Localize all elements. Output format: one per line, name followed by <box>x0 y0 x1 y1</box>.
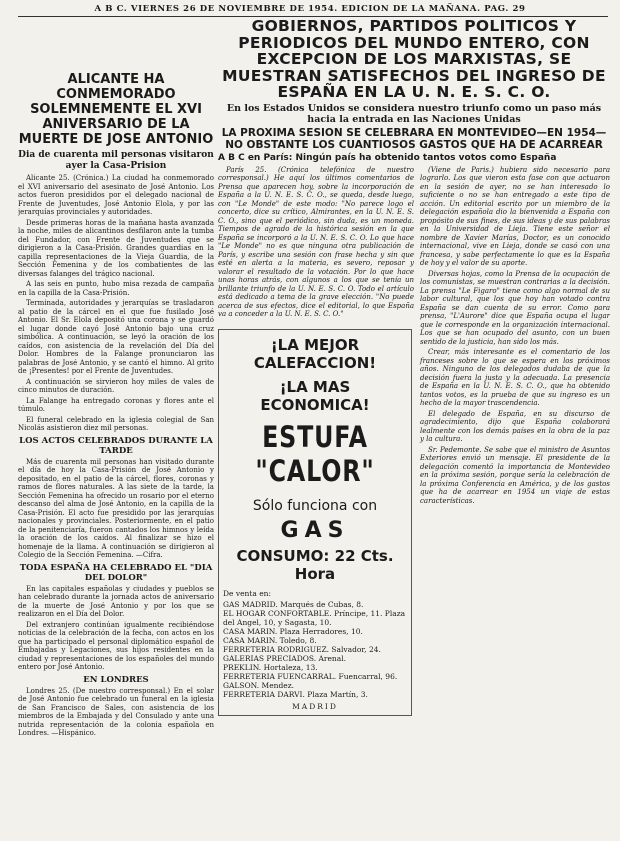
ad-line-2: ¡LA MAS ECONOMICA! <box>260 377 370 414</box>
article-paragraph: Diversas hojas, como la Prensa de la ocupación de los comunistas, se muestran contrarias a la decisión. La prensa "Le Figaro" tiene como algo normal de su labor cultural, que los que hoy han votado contra España se dan cuenta de su error. Como para prensa, "L'Aurore" dice que España ocupa el lugar que le corresponde en la organización internacional. Los que se han ocupado del asunto, con un buen sentido de la justicia, han sido los más. <box>420 269 610 346</box>
ad-consumo: CONSUMO: 22 Cts. Hora <box>236 546 394 583</box>
ad-venta: De venta en: <box>223 588 272 598</box>
article-paragraph: Crear, más interesante es el comentario de los franceses sobre lo que se espera en los próximos años. Ninguno de los delegados dudaba de que la decisión fuera la justa y la adecuada. La presencia de España en la U. N. E. S. C. O., que ha obtenido tantos votos, es la prueba de que su ingreso es un hecho de la mayor trascendencia. <box>420 348 610 407</box>
alicante-subheadline: Dia de cuarenta mil personas visitaron ayer la Casa-Prision <box>18 150 214 171</box>
left-paragraph: Del extranjero continúan igualmente recibiéndose noticias de la celebración de la fecha, con actos en los que ha participado el personal diplomático español de Embajadas y Legaciones, sus hijos residentes en la ciudad y representaciones de los españoles del mundo entero por José Antonio. <box>18 620 214 671</box>
left-column <box>18 72 214 832</box>
espana-heading: TODA ESPAÑA HA CELEBRADO EL "DIA DEL DOLOR" <box>19 562 213 583</box>
article-paragraph: El delegado de España, en su discurso de agradecimiento, dijo que España colaborará lealmente con los demás países en la obra de la paz y la cultura. <box>420 409 610 443</box>
left-paragraph: Alicante 25. (Crónica.) La ciudad ha conmemorado el XVI aniversario del asesinato de José Antonio. Los actos fueron presididos por el delegado nacional de Frente de Juventudes, José Antonio Elola, y por las jerarquías provinciales y autoridades. <box>18 174 214 216</box>
left-paragraph: A continuación se sirvieron hoy miles de vales de cinco minutos de duración. <box>18 377 214 394</box>
ad-city: MADRID <box>292 701 338 711</box>
left-paragraph: La Falange ha entregado coronas y flores ante el túmulo. <box>18 396 214 413</box>
article-column-1 <box>218 166 414 716</box>
article-paragraph: París 25. (Crónica telefónica de nuestro corresponsal.) He aquí los últimos comentarios de Prensa que aparecen hoy, sobre la incorporación de España a la U. N. E. S. C. O., se queda, desde luego, con "Le Monde" de este modo: "No parece logo el concerto, dice su crítico, Almirantes, en la U. N. E. S. C. O., sino que el periódico, sin duda, es un moneda. Tiempos de agrado de la histórica sesión en la que España se incorporó a la U. N. E. S. C. O. Lo que hace "Le Monde" no es que ninguna otra publicación de París, y escribe una sesión con frase hecha y sin que esté en alerta a la materia, es severo, reposar y valorar el resultado de la votación. Por lo que hace unas horas atrás, con algunos a los que se tenía un brillante triunfo de la U. N. E. S. C. O. Todo el artículo está dedicado a tema de la grave elección. "No puede acerca de sus efectos, dice el editorial, lo que España va a conceder a la U. N. E. S. C. O." <box>218 165 414 318</box>
unesco-deck-1: En los Estados Unidos se considera nuestro triunfo como un paso más hacia la entrada en las Naciones Unidas <box>226 102 602 125</box>
ad-shop: FERRETERIA RODRIGUEZ. Salvador, 24. <box>223 644 381 654</box>
page-header: A B C. VIERNES 26 DE NOVIEMBRE DE 1954. EDICION DE LA MAÑANA. PAG. 29 <box>94 4 526 14</box>
ad-shop: EL HOGAR CONFORTABLE. Príncipe, 11. Plaza del Angel, 10, y Sagasta, 10. <box>223 608 406 627</box>
estufa-advertisement <box>218 329 412 716</box>
ad-brand: ESTUFA "CALOR" <box>255 419 375 488</box>
ad-solo: Sólo funciona con <box>252 497 378 514</box>
ad-shop: GALERIAS PRECIADOS. Arenal. <box>223 653 347 663</box>
left-paragraph: Desde primeras horas de la mañana hasta avanzada la noche, miles de alicantinos desfilaron ante la tumba del Fundador, con Frente de Juventudes que se dirigieron a la Casa-Prisión. Grandes guardias en la capilla representaciones de la Vieja Guardia, de la Sección Femenina y de los combatientes de las diversas falanges del trágico nacional. <box>18 218 214 278</box>
alicante-headline: ALICANTE HA CONMEMORADO SOLEMNEMENTE EL XVI ANIVERSARIO DE LA MUERTE DE JOSE ANTONIO <box>18 72 214 147</box>
left-paragraph: Terminada, autoridades y jerarquías se trasladaron al patio de la cárcel en el que fue fusilado José Antonio. El Sr. Elola depositó una corona y se guardó el lugar donde cayó José Antonio bajo una cruz simbólica. A continuación, se leyó la oración de los caídos, con asistencia de la revelación del Día del Dolor. Hombres de la Falange pronunciaron las palabras de José Antonio, y se cantó el himno. Al grito de ¡Presentes! por el Frente de Juventudes. <box>18 299 214 375</box>
ad-shop: FERRETERIA FUENCARRAL. Fuencarral, 96. <box>223 671 398 681</box>
abc-paris-lead: A B C en París: Ningún país ha obtenido tantos votos como España <box>218 152 557 163</box>
left-paragraph: En las capitales españolas y ciudades y pueblos se han celebrado durante la jornada actos de aniversario de la muerte de José Antonio y por los que se realizaron en el Día del Dolor. <box>18 584 214 618</box>
ad-shop: GALSON. Mendez. <box>223 680 295 690</box>
londres-heading: EN LONDRES <box>83 674 149 685</box>
ad-gas: GAS <box>280 517 350 543</box>
unesco-headline: GOBIERNOS, PARTIDOS POLITICOS Y PERIODICOS DEL MUNDO ENTERO, CON EXCEPCION DE LOS MARXISTAS, SE MUESTRAN SATISFECHOS DEL INGRESO DE ESPAÑA EN LA U. N. E. S. C. O. <box>222 18 606 101</box>
ad-shop: PREKLIN. Hortaleza, 13. <box>223 662 318 672</box>
ad-shop: CASA MARIN. Plaza Herradores, 10. <box>223 626 363 636</box>
actos-heading: LOS ACTOS CELEBRADOS DURANTE LA TARDE <box>19 435 213 456</box>
left-paragraph: A las seis en punto, hubo misa rezada de campaña en la capilla de la Casa-Prisión. <box>18 280 214 297</box>
ad-shop: FERRETERIA DARVI. Plaza Martín, 3. <box>223 689 368 699</box>
right-area <box>218 18 610 833</box>
left-paragraph: Londres 25. (De nuestro corresponsal.) En el solar de José Antonio fue celebrado un funeral en la iglesia de San Francisco de Sales, con asistencia de los miembros de la Embajada y del Consulado y ante una nutrida representación de la colonia española en Londres. —Hispánico. <box>18 686 214 737</box>
unesco-deck-2: LA PROXIMA SESION SE CELEBRARA EN MONTEVIDEO—EN 1954—NO OBSTANTE LOS CUANTIOSOS GASTOS QUE HA DE ACARREAR <box>221 126 607 151</box>
ad-shop: CASA MARIN. Toledo, 8. <box>223 635 317 645</box>
header-rule <box>18 16 608 17</box>
left-paragraph: El funeral celebrado en la iglesia colegial de San Nicolás asistieron diez mil personas. <box>18 415 214 432</box>
article-column-2 <box>420 166 610 716</box>
article-paragraph: (Viene de Paris.) hubiera sido necesario para lograrlo. Los que vieron esta fase con que actuaron en la sesión de ayer, no se han interesado lo suficiente o no se han entregado a este tipo de acción. Un editorial escrito por un miembro de la delegación española dio la bienvenida a España con propósito de sus fines, de sus ideas y de sus palabras en la Universidad de Lieja. Tiene este señor el nombre de Xavier Marías, Doctor, es un conocido internacional, vive en Lieja, donde se casó con una francesa, y sabe perfectamente lo que es la España de hoy y el valor de su aporte. <box>420 165 610 267</box>
article-paragraph: Sr. Pedemonte. Se sabe que el ministro de Asuntos Exteriores envió un mensaje. El presidente de la delegación comentó la importancia de Montevideo en la próxima sesión, porque sería la celebración de la próxima Conferencia en América, y de los gastos que ha de acarrear en 1954 un viaje de estas características. <box>420 445 610 505</box>
left-paragraph: Más de cuarenta mil personas han visitado durante el día de hoy la Casa-Prisión de José Antonio y depositado, en el patio de la cárcel, flores, coronas y ramos de flores naturales. A las siete de la tarde, la Sección Femenina ha ofrecido un rosario por el eterno descanso del alma de José Antonio, en la capilla de la Casa-Prisión. El acto fue presidido por las jerarquías nacionales y provinciales. Posteriormente, en el patio de la penitenciaría, fueron cantados los himnos y leída la oración de los caídos. Al finalizar se hizo el homenaje de la llama. A continuación se dirigieron al Colegio de la Sección Femenina. —Cifra. <box>18 457 214 559</box>
ad-shop: GAS MADRID. Marqués de Cubas, 8. <box>223 599 364 609</box>
ad-line-1: ¡LA MEJOR CALEFACCION! <box>253 335 377 372</box>
